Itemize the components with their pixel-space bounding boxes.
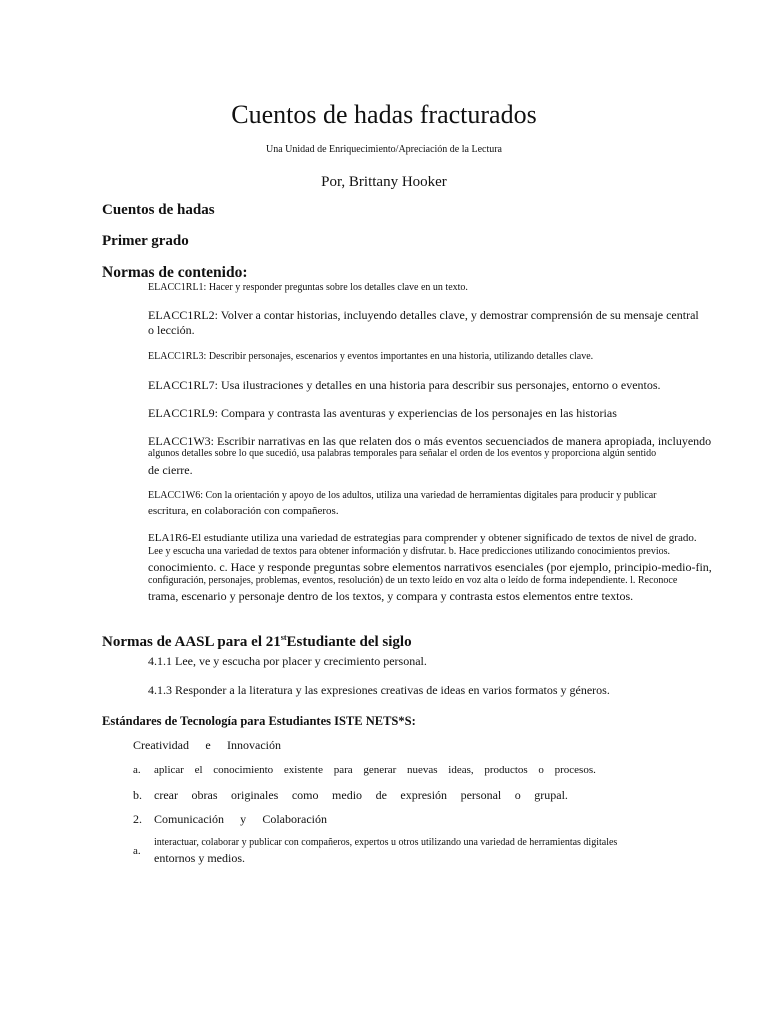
item-word: procesos. — [554, 764, 596, 776]
item-word: o — [538, 764, 544, 776]
item-word: de — [375, 788, 387, 802]
iste-item-a — [154, 764, 596, 776]
standard-rl1: ELACC1RL1: Hacer y responder preguntas sobre los detalles clave en un texto. — [148, 282, 468, 293]
standard-r6-line5: trama, escenario y personaje dentro de los textos, y compara y contrasta estos elementos entre textos. — [148, 589, 634, 603]
aasl-heading-text-end: Estudiante del siglo — [286, 634, 412, 650]
iste-heading: Estándares de Tecnología para Estudiantes ISTE NETS*S: — [102, 714, 416, 728]
list-marker-c: a. — [133, 845, 141, 857]
iste-item-b — [154, 788, 568, 803]
aasl-heading-text: Normas de AASL para el 21 — [102, 634, 281, 650]
content-standards-heading: Normas de contenido: — [102, 264, 248, 281]
topic-heading: Cuentos de hadas — [102, 202, 215, 218]
iste-item-c-line1: interactuar, colaborar y publicar con compañeros, expertos u otros utilizando una variedad de herramientas digitales — [154, 837, 618, 848]
document-title: Cuentos de hadas fracturados — [231, 100, 537, 129]
aasl-item-411: 4.1.1 Lee, ve y escucha por placer y crecimiento personal. — [148, 654, 427, 668]
list-marker-a: a. — [133, 764, 141, 776]
item-word: nuevas — [407, 764, 438, 776]
iste-category-communication — [154, 812, 327, 827]
standard-r6-line4: configuración, personajes, problemas, eventos, resolución) de un texto leído en voz alta o leído de forma independiente. l. Reconoce — [148, 575, 678, 586]
aasl-item-413: 4.1.3 Responder a la literatura y las expresiones creativas de ideas en varios formatos y géneros. — [148, 683, 610, 697]
item-word: originales — [231, 788, 279, 802]
item-word: aplicar — [154, 764, 184, 776]
standard-w3-line2: algunos detalles sobre lo que sucedió, usa palabras temporales para señalar el orden de los eventos y proporciona algún sentido — [148, 448, 657, 459]
standard-w6-line1: ELACC1W6: Con la orientación y apoyo de los adultos, utiliza una variedad de herramientas digitales para producir y publicar — [148, 490, 657, 501]
list-marker-2: 2. — [133, 812, 142, 826]
standard-w6-line2: escritura, en colaboración con compañeros. — [148, 505, 339, 517]
standard-rl7: ELACC1RL7: Usa ilustraciones y detalles en una historia para describir sus personajes, entorno o eventos. — [148, 378, 661, 392]
aasl-heading-superscript: st — [280, 633, 287, 642]
item-word: generar — [363, 764, 397, 776]
category-word: e — [205, 738, 211, 752]
item-word: o — [514, 788, 521, 802]
item-word: personal — [460, 788, 502, 802]
category-word: Colaboración — [262, 812, 327, 826]
item-word: como — [291, 788, 319, 802]
category-word: Comunicación — [154, 812, 224, 826]
list-marker-b: b. — [133, 788, 142, 802]
iste-item-c-line2: entornos y medios. — [154, 851, 245, 865]
category-word: Creatividad — [133, 738, 189, 752]
category-word: y — [240, 812, 247, 826]
standard-r6-line2: Lee y escucha una variedad de textos para obtener información y disfrutar. b. Hace predicciones utilizando conocimientos previos. — [148, 546, 671, 557]
item-word: para — [333, 764, 353, 776]
standard-rl3: ELACC1RL3: Describir personajes, escenarios y eventos importantes en una historia, utilizando detalles clave. — [148, 351, 594, 362]
item-word: el — [194, 764, 203, 776]
iste-category-creativity — [133, 738, 281, 753]
standard-rl9: ELACC1RL9: Compara y contrasta las aventuras y experiencias de los personajes en las historias — [148, 406, 617, 420]
item-word: existente — [283, 764, 323, 776]
item-word: expresión — [400, 788, 448, 802]
item-word: conocimiento — [213, 764, 274, 776]
standard-w3-line3: de cierre. — [148, 463, 193, 477]
grade-heading: Primer grado — [102, 233, 189, 249]
category-word: Innovación — [227, 738, 281, 752]
standard-w3-line1: ELACC1W3: Escribir narrativas en las que relaten dos o más eventos secuenciados de manera apropiada, incluyendo — [148, 434, 712, 448]
standard-rl2-line2: o lección. — [148, 323, 195, 337]
item-word: medio — [332, 788, 363, 802]
document-subtitle: Una Unidad de Enriquecimiento/Apreciación de la Lectura — [265, 144, 502, 155]
standard-r6-line1: ELA1R6-El estudiante utiliza una variedad de estrategias para comprender y obtener significado de textos de nivel de grado. — [148, 532, 697, 544]
item-word: crear — [154, 788, 178, 802]
standard-rl2-line1: ELACC1RL2: Volver a contar historias, incluyendo detalles clave, y demostrar comprensión de su mensaje central — [148, 308, 699, 322]
item-word: obras — [191, 788, 218, 802]
item-word: productos — [484, 764, 528, 776]
document-author: Por, Brittany Hooker — [321, 174, 447, 190]
standard-r6-line3: conocimiento. c. Hace y responde preguntas sobre elementos narrativos esenciales (por ejemplo, principio-medio-fin, — [148, 560, 712, 574]
aasl-heading — [102, 634, 412, 651]
item-word: grupal. — [534, 788, 568, 802]
item-word: ideas, — [448, 764, 474, 776]
